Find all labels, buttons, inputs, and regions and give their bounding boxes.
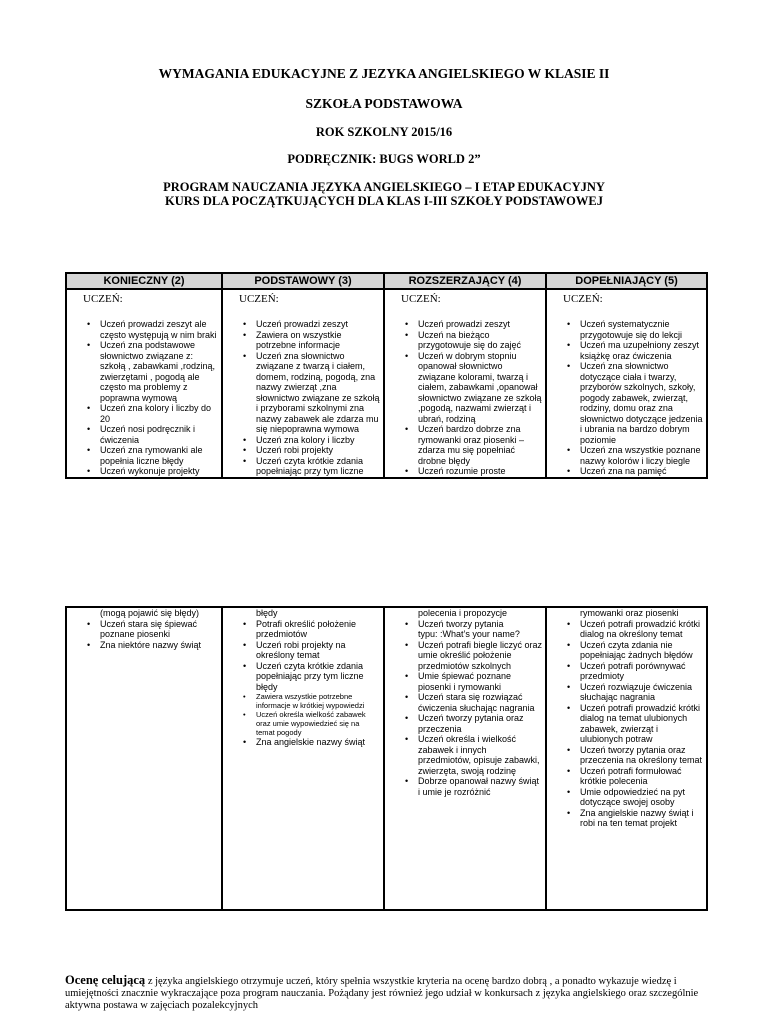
requirement-item: • Uczeń stara się rozwiązać — [385, 692, 543, 703]
requirement-item-continuation: zabawek i innych — [418, 744, 487, 755]
requirement-item-continuation: temat pogody — [256, 728, 302, 737]
requirement-item-continuation: informacje w krótkiej wypowiedzi — [256, 701, 365, 710]
requirement-item: • Uczeń potrafi formułować — [547, 766, 704, 777]
requirement-item-continuation: typu: :What’s your name? — [418, 629, 520, 639]
school-year-heading: ROK SZKOLNY 2015/16 — [315, 125, 453, 139]
requirement-item-continuation: piosenki i rymowanki — [418, 681, 502, 692]
grade-cell-podstawowy — [222, 289, 384, 478]
school-heading: SZKOŁA PODSTAWOWA — [305, 96, 463, 111]
requirement-item: • Umie śpiewać poznane — [385, 671, 543, 682]
requirement-item: • Uczeń ma uzupełniony zeszyt — [547, 340, 704, 351]
grade-cell-podstawowy — [222, 607, 384, 910]
textbook-heading: PODRĘCZNIK: BUGS WORLD 2” — [287, 152, 481, 166]
requirement-item-continuation: często występują w nim braki — [100, 329, 217, 340]
requirement-item: • Zawiera on wszystkie — [223, 330, 381, 341]
requirement-item-continuation: dotyczące ciała i twarzy, — [580, 371, 677, 382]
requirement-item: • Uczeń prowadzi zeszyt — [223, 319, 381, 330]
requirements-table-part1 — [65, 272, 708, 479]
requirement-item-continuation: popełniając przy tym liczne — [256, 466, 364, 476]
column-header-podstawowy: PODSTAWOWY (3) — [222, 273, 384, 289]
requirement-item-continuation: nazwy kolorów i liczy biegle — [580, 455, 691, 466]
requirements-list — [547, 608, 706, 829]
requirements-list — [67, 319, 221, 477]
requirement-item: • Uczeń zna kolory i liczby do — [67, 403, 219, 414]
requirement-item-continuation: ciałem, zabawkami ,opanował — [418, 382, 538, 392]
requirement-item: • Uczeń tworzy pytania oraz — [385, 713, 543, 724]
requirement-item-continuation: i ubrania na bardzo dobrym — [580, 424, 690, 434]
requirement-item-continuation: określony temat — [256, 650, 320, 660]
requirements-list — [67, 608, 221, 650]
requirement-item-continuation: szkołą , zabawkami ,rodziną, — [100, 361, 216, 371]
requirement-item-continuation: przedmioty — [580, 671, 625, 681]
requirement-item-continuation: 20 — [100, 413, 111, 424]
requirement-item-continuation: popełnia liczne błędy — [100, 455, 184, 466]
requirement-item-continuation: książkę oraz ćwiczenia — [580, 350, 672, 361]
requirement-item-continuation: ćwiczenia słuchając nagrania — [418, 702, 535, 713]
footer-lead: Ocenę celującą — [65, 973, 146, 987]
requirement-item: • Uczeń zna kolory i liczby — [223, 435, 381, 446]
requirement-item-continuation: słownictwo dotyczące jedzenia — [580, 413, 703, 424]
requirement-item: • Uczeń czyta krótkie zdania — [223, 456, 381, 467]
requirement-item: • Uczeń stara się śpiewać — [67, 619, 219, 630]
requirement-item-continuation: słownictwo związane ze szkołą — [256, 392, 380, 403]
requirement-item: • Uczeń zna wszystkie poznane — [547, 445, 704, 456]
requirement-item: • Umie odpowiedzieć na pyt — [547, 787, 704, 798]
requirement-item: • Uczeń tworzy pytania — [385, 619, 543, 630]
grade-cell-dopelniajacy — [546, 607, 707, 910]
requirement-item-continuation: błędy — [256, 681, 278, 692]
requirement-item-continuation: potrzebne informacje — [256, 340, 341, 350]
column-header-dopelniajacy: DOPEŁNIAJĄCY (5) — [546, 273, 707, 289]
requirements-list — [385, 608, 545, 797]
requirement-item-continuation: nazwy zwierząt ,zna — [256, 382, 337, 392]
requirement-item-continuation: często ma problemy z — [100, 382, 188, 392]
requirement-item: • Zna angielskie nazwy świąt i — [547, 808, 704, 819]
grade-cell-rozszerzajacy — [384, 289, 546, 478]
requirement-item-continuation: zwierzętami , pogodą ale — [100, 371, 200, 382]
student-label: UCZEŃ: — [563, 293, 603, 305]
requirement-item: • Uczeń robi projekty — [223, 445, 381, 456]
requirement-item-continuation: ulubionych potraw — [580, 734, 653, 744]
requirement-item-continuation: słownictwo związane ze szkołą — [418, 392, 542, 403]
requirement-item: • Uczeń potrafi porównywać — [547, 661, 704, 672]
requirement-item: • Uczeń wykonuje projekty — [67, 466, 219, 477]
requirement-item-continuation: przyborów szkolnych, szkoły, — [580, 382, 696, 392]
requirement-item: • Potrafi określić położenie — [223, 619, 381, 630]
requirement-item: • Zna niektóre nazwy świąt — [67, 640, 219, 651]
requirement-item-continuation: się niepoprawna wymowa — [256, 424, 360, 434]
requirement-item-continuation: związane z twarzą i ciałem, — [256, 361, 366, 371]
requirement-item: • Dobrze opanował nazwy świąt — [385, 776, 543, 787]
requirements-table-part2 — [65, 606, 708, 911]
requirement-item-continuation: polecenia i propozycje — [418, 608, 508, 618]
requirement-item-continuation: ćwiczenia — [100, 434, 140, 445]
requirement-item-continuation: zabawek, zwierząt i — [580, 723, 659, 734]
requirements-list — [223, 608, 383, 748]
requirement-item-continuation: i umie je rozróżnić — [418, 786, 491, 797]
student-label: UCZEŃ: — [83, 293, 123, 305]
requirement-item-continuation: poznane piosenki — [100, 629, 171, 639]
requirement-item: • Uczeń określa wielkość zabawek — [223, 710, 381, 719]
requirement-item: • Uczeń potrafi prowadzić krótki — [547, 703, 704, 714]
requirement-item: • Uczeń zna podstawowe — [67, 340, 219, 351]
requirement-item-continuation: pogody zabawek, zwierząt, — [580, 392, 689, 403]
requirement-item-continuation: poprawna wymową — [100, 392, 178, 403]
student-label: UCZEŃ: — [239, 293, 279, 305]
requirement-item: • Uczeń systematycznie — [547, 319, 704, 330]
requirement-item: • Uczeń rozumie proste — [385, 466, 543, 477]
requirement-item: • Uczeń czyta zdania nie — [547, 640, 704, 651]
requirement-item-continuation: zwierzęta, swoją rodzinę — [418, 765, 517, 776]
requirement-item-continuation: słuchając nagrania — [580, 692, 656, 702]
column-header-konieczny: KONIECZNY (2) — [66, 273, 222, 289]
requirement-item-continuation: rodziny, domu oraz zna — [580, 403, 673, 413]
requirement-item: • Uczeń robi projekty na — [223, 640, 381, 651]
requirement-item: • Uczeń bardzo dobrze zna — [385, 424, 543, 435]
requirement-item: • Uczeń potrafi biegle liczyć oraz — [385, 640, 543, 651]
requirement-item-continuation: ,pogodą, nazwami zwierząt i — [418, 403, 532, 413]
requirement-item: • Uczeń czyta krótkie zdania — [223, 661, 381, 672]
footer-text: z języka angielskiego otrzymuje uczeń, który spełnia wszystkie kryteria na ocenę bardzo dobrą , a ponadto wykazuje wiedzę i umiejętności znacznie wykraczające poza program nauczania. Pożądany jest również jego udział w konkursach z języka angielskiego oraz szczególnie aktywna postawa w zajęciach pozalekcyjnych — [65, 976, 699, 1011]
requirement-item: • Uczeń określa i wielkość — [385, 734, 543, 745]
requirement-item: • Uczeń zna rymowanki ale — [67, 445, 219, 456]
student-label: UCZEŃ: — [401, 293, 441, 305]
requirement-item-continuation: dialog na temat ulubionych — [580, 713, 688, 723]
requirement-item-continuation: domem, rodziną, pogodą, zna — [256, 371, 376, 382]
requirement-item-continuation: ubrań, rodziną — [418, 413, 476, 424]
requirement-item-continuation: (mogą pojawić się błędy) — [100, 608, 200, 618]
requirement-item: • Zawiera wszystkie potrzebne — [223, 692, 381, 701]
requirement-item-continuation: poziomie — [580, 434, 617, 445]
grade-cell-konieczny — [66, 289, 222, 478]
grade-cell-konieczny — [66, 607, 222, 910]
requirements-list — [223, 319, 383, 477]
requirement-item: • Uczeń prowadzi zeszyt — [385, 319, 543, 330]
requirement-item-continuation: przedmiotów — [256, 629, 308, 639]
program-heading-line1: PROGRAM NAUCZANIA JĘZYKA ANGIELSKIEGO – I ETAP EDUKACYJNY — [163, 180, 605, 194]
requirement-item-continuation: i przyborami szkolnymi zna — [256, 403, 365, 413]
program-heading-line2: KURS DLA POCZĄTKUJĄCYCH DLA KLAS I-III SZKOŁY PODSTAWOWEJ — [165, 194, 603, 208]
requirement-item-continuation: słownictwo związane z: — [100, 350, 194, 361]
requirement-item: • Zna angielskie nazwy świąt — [223, 737, 381, 748]
requirement-item-continuation: opanował słownictwo — [418, 361, 503, 371]
requirements-list — [385, 319, 545, 477]
requirement-item-continuation: umie określić położenie — [418, 650, 512, 660]
requirement-item-continuation: zdarza mu się popełniać — [418, 445, 516, 455]
requirement-item: • Uczeń potrafi prowadzić krótki — [547, 619, 704, 630]
requirement-item: • Uczeń na bieżąco — [385, 330, 543, 341]
requirement-item-continuation: przygotowuje się do zajęć — [418, 340, 522, 350]
requirement-item: • Uczeń tworzy pytania oraz — [547, 745, 704, 756]
requirement-item-continuation: związane kolorami, twarzą i — [418, 371, 529, 382]
requirement-item: • Uczeń zna na pamięć — [547, 466, 704, 477]
requirement-item: • Uczeń rozwiązuje ćwiczenia — [547, 682, 704, 693]
footer-paragraph — [65, 974, 705, 1012]
requirement-item-continuation: rymowanki oraz piosenki — [580, 608, 679, 618]
requirement-item-continuation: przedmiotów szkolnych — [418, 660, 512, 671]
requirement-item-continuation: nazwy zabawek ale zdarza mu — [256, 413, 379, 424]
grade-cell-rozszerzajacy — [384, 607, 546, 910]
requirement-item-continuation: popełniając żadnych błędów — [580, 650, 693, 660]
requirement-item-continuation: dotyczące swojej osoby — [580, 797, 675, 807]
requirement-item: • Uczeń prowadzi zeszyt ale — [67, 319, 219, 330]
requirement-item-continuation: błędy — [256, 608, 278, 618]
requirement-item-continuation: drobne błędy — [418, 455, 471, 466]
requirement-item-continuation: popełniając przy tym liczne — [256, 671, 364, 681]
column-header-rozszerzajacy: ROZSZERZAJĄCY (4) — [384, 273, 546, 289]
requirement-item-continuation: przedmiotów, opisuje zabawki, — [418, 755, 540, 765]
requirement-item: • Uczeń zna słownictwo — [223, 351, 381, 362]
requirement-item: • Uczeń w dobrym stopniu — [385, 351, 543, 362]
requirement-item: • Uczeń nosi podręcznik i — [67, 424, 219, 435]
document-title: WYMAGANIA EDUKACYJNE Z JEZYKA ANGIELSKIEGO W KLASIE II — [158, 66, 610, 81]
requirement-item-continuation: przeczenia — [418, 723, 462, 734]
requirement-item-continuation: krótkie polecenia — [580, 776, 648, 786]
requirement-item-continuation: rymowanki oraz piosenki – — [418, 434, 525, 445]
requirement-item-continuation: dialog na określony temat — [580, 629, 683, 639]
requirement-item-continuation: robi na ten temat projekt — [580, 818, 678, 828]
requirement-item-continuation: przeczenia na określony temat — [580, 755, 703, 765]
requirement-item-continuation: oraz umie wypowiedzieć się na — [256, 719, 360, 728]
requirements-list — [547, 319, 706, 477]
grade-cell-dopelniajacy — [546, 289, 707, 478]
requirement-item-continuation: przygotowuje się do lekcji — [580, 329, 683, 340]
requirement-item: • Uczeń zna słownictwo — [547, 361, 704, 372]
